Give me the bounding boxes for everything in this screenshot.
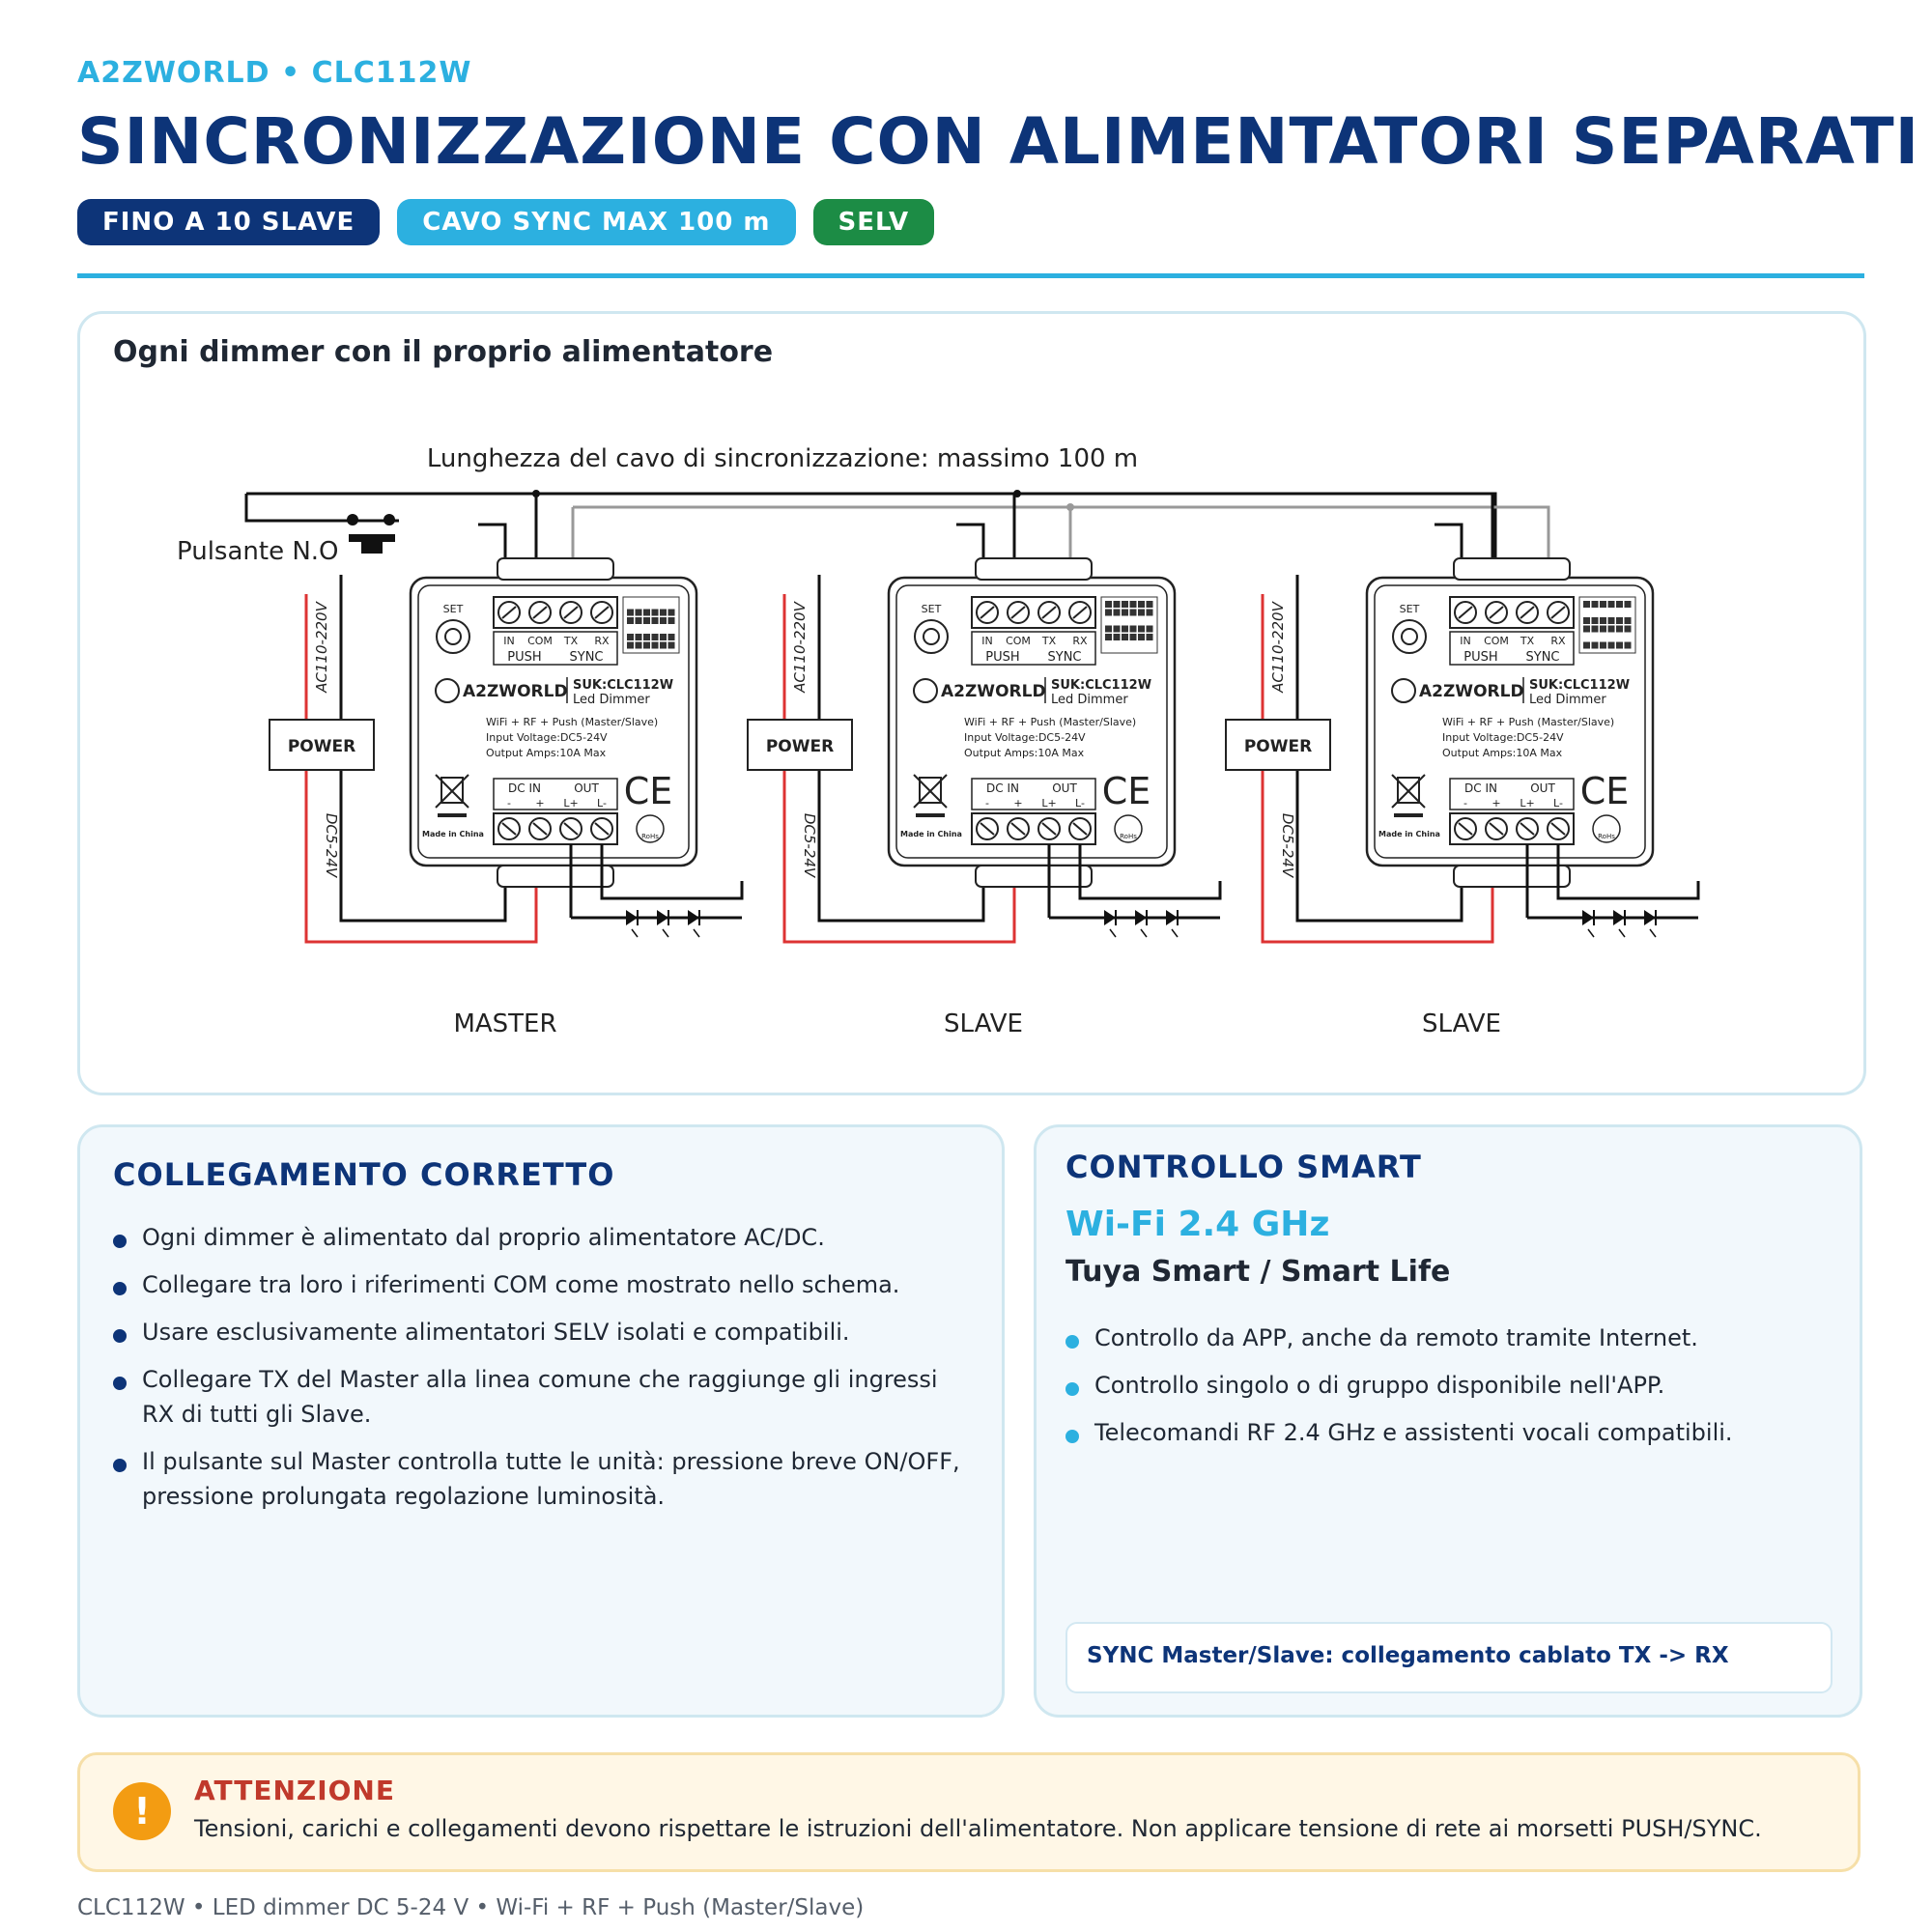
terminal-label-dcin: DC IN (508, 781, 541, 795)
terminal-label-lplus: L+ (563, 797, 579, 810)
device-spec-label: Input Voltage:DC5-24V (1442, 731, 1564, 744)
sync-cable-label: Lunghezza del cavo di sincronizzazione: massimo 100 m (426, 444, 1139, 473)
list-item: Collegare TX del Master alla linea comune che raggiunge gli ingressi RX di tutti gli Slave. (113, 1362, 963, 1432)
brand-logo-icon (914, 679, 937, 702)
terminal-label-lminus: L- (1075, 797, 1085, 810)
qr-code-cell (1592, 626, 1599, 633)
wifi-label: Wi-Fi 2.4 GHz (1065, 1205, 1330, 1244)
qr-code-cell (1625, 601, 1632, 608)
list-item: Collegare tra loro i riferimenti COM come mostrato nello schema. (113, 1267, 963, 1302)
terminal-label-out: OUT (574, 781, 599, 795)
terminal-label-plus: + (1492, 797, 1501, 810)
qr-code-cell (652, 610, 659, 616)
device-model-label: SUK:CLC112W (1051, 678, 1152, 693)
device-type-label: Led Dimmer (573, 693, 650, 707)
wiring-diagram-card (77, 311, 1866, 1095)
power-supply-label: POWER (1243, 737, 1313, 756)
smart-control-title: CONTROLLO SMART (1065, 1149, 1422, 1185)
terminal-label-lminus: L- (1553, 797, 1563, 810)
qr-code-cell (660, 610, 667, 616)
qr-code-cell (1600, 626, 1606, 633)
qr-code-cell (1625, 617, 1632, 624)
apps-label: Tuya Smart / Smart Life (1065, 1255, 1451, 1289)
ce-mark-icon: CE (1579, 770, 1630, 812)
qr-code-cell (1105, 601, 1112, 608)
device-model-label: SUK:CLC112W (1529, 678, 1631, 693)
power-supply-label: POWER (287, 737, 356, 756)
terminal-label-lplus: L+ (1520, 797, 1535, 810)
qr-code-cell (668, 610, 675, 616)
device-type-label: Led Dimmer (1051, 693, 1128, 707)
qr-code-cell (1130, 634, 1137, 640)
led-icon (1644, 910, 1656, 925)
terminal-label-dcin: DC IN (1464, 781, 1497, 795)
qr-code-cell (1625, 642, 1632, 649)
led-light-ray (1172, 929, 1178, 937)
ac-voltage-label: AC110-220V (313, 602, 330, 693)
led-light-ray (1619, 929, 1625, 937)
made-in-label: Made in China (900, 830, 962, 838)
qr-code-cell (668, 642, 675, 649)
led-icon (657, 910, 668, 925)
qr-code-cell (643, 642, 650, 649)
wiring-rules-panel (77, 1124, 1005, 1718)
led-icon (1582, 910, 1594, 925)
weee-bin-icon (438, 813, 467, 817)
tx-rx-bus-wire (573, 507, 1548, 565)
qr-code-cell (652, 642, 659, 649)
warning-icon: ! (113, 1782, 171, 1840)
qr-code-cell (668, 617, 675, 624)
brand-line: A2ZWORLD • CLC112W (77, 56, 472, 90)
led-light-ray (663, 929, 668, 937)
qr-code-cell (1122, 634, 1128, 640)
diagram-heading: Ogni dimmer con il proprio alimentatore (113, 335, 774, 369)
terminal-label-tx: TX (1041, 635, 1057, 647)
led-icon (1166, 910, 1178, 925)
qr-code-cell (1105, 626, 1112, 633)
set-button-icon (923, 629, 939, 644)
qr-code-cell (1122, 610, 1128, 616)
qr-code-cell (1130, 610, 1137, 616)
device-spec-label: Output Amps:10A Max (1442, 747, 1563, 759)
qr-code-cell (1114, 610, 1121, 616)
push-button-label: Pulsante N.O (177, 537, 339, 566)
list-item: Controllo da APP, anche da remoto tramite Internet. (1065, 1321, 1829, 1355)
qr-code-cell (1147, 601, 1153, 608)
qr-code-cell (1147, 634, 1153, 640)
ce-mark-icon: CE (623, 770, 673, 812)
qr-code-cell (1592, 642, 1599, 649)
qr-code-cell (1616, 601, 1623, 608)
qr-code-cell (1138, 601, 1145, 608)
qr-code-cell (1114, 601, 1121, 608)
wiring-rules-list (113, 1220, 963, 1526)
top-terminal-housing (497, 558, 613, 580)
qr-code-cell (1616, 617, 1623, 624)
qr-code-cell (1592, 617, 1599, 624)
unit-label: SLAVE (1422, 1009, 1501, 1038)
terminal-label-out: OUT (1052, 781, 1077, 795)
qr-code-cell (660, 617, 667, 624)
qr-code-cell (1122, 626, 1128, 633)
page-title: SINCRONIZZAZIONE CON ALIMENTATORI SEPARATI (77, 104, 1920, 179)
button-wire (246, 494, 399, 521)
terminal-label-com: COM (527, 635, 553, 647)
terminal-label-in: IN (1460, 635, 1471, 647)
bottom-terminal-housing (1454, 866, 1570, 887)
badge-row (77, 199, 934, 245)
terminal-label-dcin: DC IN (986, 781, 1019, 795)
rohs-label: RoHs (1120, 833, 1137, 840)
qr-code-cell (1130, 626, 1137, 633)
device-model-label: SUK:CLC112W (573, 678, 674, 693)
qr-code-cell (1138, 610, 1145, 616)
sync-note: SYNC Master/Slave: collegamento cablato TX -> RX (1065, 1622, 1833, 1693)
led-icon (626, 910, 638, 925)
ac-voltage-label: AC110-220V (1269, 602, 1287, 693)
weee-bin-icon (1394, 813, 1423, 817)
led-icon (1613, 910, 1625, 925)
device-brand-label: A2ZWORLD (941, 682, 1046, 701)
qr-code-cell (1583, 626, 1590, 633)
terminal-label-com: COM (1484, 635, 1509, 647)
terminal-label-sync: SYNC (569, 650, 604, 665)
qr-code-cell (636, 634, 642, 640)
qr-code-cell (660, 642, 667, 649)
top-terminal-housing (976, 558, 1092, 580)
led-light-ray (1650, 929, 1656, 937)
qr-code-cell (627, 610, 634, 616)
qr-code-cell (1600, 642, 1606, 649)
made-in-label: Made in China (422, 830, 484, 838)
led-light-ray (694, 929, 699, 937)
qr-code-cell (1592, 601, 1599, 608)
device-spec-label: Output Amps:10A Max (486, 747, 607, 759)
terminal-label-minus: - (1463, 797, 1467, 810)
ce-mark-icon: CE (1101, 770, 1151, 812)
header-divider (77, 273, 1864, 278)
qr-code-cell (1122, 601, 1128, 608)
list-item: Controllo singolo o di gruppo disponibile nell'APP. (1065, 1368, 1829, 1403)
set-button-icon (1402, 629, 1417, 644)
qr-code-cell (636, 642, 642, 649)
terminal-label-com: COM (1006, 635, 1031, 647)
led-light-ray (1588, 929, 1594, 937)
smart-features-list (1065, 1321, 1829, 1463)
device-spec-label: WiFi + RF + Push (Master/Slave) (964, 716, 1137, 728)
terminal-label-rx: RX (1550, 635, 1566, 647)
device-brand-label: A2ZWORLD (1419, 682, 1524, 701)
set-label: SET (442, 603, 464, 615)
terminal-label-lplus: L+ (1041, 797, 1057, 810)
warning-box (77, 1752, 1861, 1872)
brand-logo-icon (436, 679, 459, 702)
badge-sync-cable: CAVO SYNC MAX 100 m (397, 199, 795, 245)
terminal-label-in: IN (981, 635, 993, 647)
list-item: Usare esclusivamente alimentatori SELV isolati e compatibili. (113, 1315, 963, 1350)
led-light-ray (1141, 929, 1147, 937)
list-item: Ogni dimmer è alimentato dal proprio alimentatore AC/DC. (113, 1220, 963, 1255)
qr-code-cell (652, 617, 659, 624)
terminal-label-push: PUSH (985, 650, 1020, 665)
qr-code-cell (1114, 634, 1121, 640)
top-terminal-housing (1454, 558, 1570, 580)
smart-control-panel (1034, 1124, 1862, 1718)
qr-code-cell (1583, 617, 1590, 624)
dc-voltage-label: DC5-24V (801, 812, 818, 878)
terminal-label-push: PUSH (1463, 650, 1498, 665)
terminal-label-plus: + (1013, 797, 1023, 810)
led-icon (688, 910, 699, 925)
qr-code-cell (1608, 601, 1615, 608)
qr-code-cell (643, 634, 650, 640)
wiring-diagram (80, 314, 1863, 1093)
device-brand-label: A2ZWORLD (463, 682, 568, 701)
list-item: Telecomandi RF 2.4 GHz e assistenti vocali compatibili. (1065, 1415, 1829, 1450)
led-icon (1104, 910, 1116, 925)
badge-selv: SELV (813, 199, 935, 245)
qr-code-cell (1138, 634, 1145, 640)
terminal-label-tx: TX (1520, 635, 1535, 647)
set-button-icon (445, 629, 461, 644)
terminal-label-plus: + (535, 797, 545, 810)
qr-code-cell (627, 634, 634, 640)
qr-code-cell (627, 617, 634, 624)
terminal-label-push: PUSH (507, 650, 542, 665)
wiring-rules-title: COLLEGAMENTO CORRETTO (113, 1156, 615, 1193)
terminal-label-minus: - (507, 797, 511, 810)
bottom-terminal-housing (497, 866, 613, 887)
weee-bin-icon (916, 813, 945, 817)
qr-code-cell (636, 617, 642, 624)
led-light-ray (1110, 929, 1116, 937)
led-icon (1135, 910, 1147, 925)
power-supply-label: POWER (765, 737, 835, 756)
com-bus-wire (246, 494, 1495, 565)
button-contact (384, 514, 395, 526)
terminal-label-in: IN (503, 635, 515, 647)
set-label: SET (1399, 603, 1420, 615)
warning-text: Tensioni, carichi e collegamenti devono rispettare le istruzioni dell'alimentatore. Non applicare tensione di rete ai morsetti PUSH/SYNC. (194, 1815, 1762, 1842)
terminal-label-tx: TX (563, 635, 579, 647)
qr-code-cell (1583, 642, 1590, 649)
qr-code-cell (652, 634, 659, 640)
push-button-icon (361, 542, 383, 554)
terminal-label-lminus: L- (597, 797, 607, 810)
terminal-label-rx: RX (1072, 635, 1088, 647)
dc-voltage-label: DC5-24V (323, 812, 340, 878)
terminal-label-out: OUT (1530, 781, 1555, 795)
qr-code-cell (1105, 610, 1112, 616)
rohs-label: RoHs (641, 833, 659, 840)
device-spec-label: WiFi + RF + Push (Master/Slave) (1442, 716, 1615, 728)
terminal-label-sync: SYNC (1525, 650, 1560, 665)
qr-code-cell (1114, 626, 1121, 633)
unit-label: MASTER (453, 1009, 557, 1038)
qr-code-cell (1608, 617, 1615, 624)
push-button-icon (349, 534, 395, 542)
qr-code-cell (1608, 626, 1615, 633)
button-contact (347, 514, 358, 526)
device-type-label: Led Dimmer (1529, 693, 1606, 707)
qr-code-cell (668, 634, 675, 640)
bottom-terminal-housing (976, 866, 1092, 887)
list-item: Il pulsante sul Master controlla tutte le unità: pressione breve ON/OFF, pressione prolungata regolazione luminosità. (113, 1444, 963, 1514)
device-spec-label: Input Voltage:DC5-24V (964, 731, 1086, 744)
brand-logo-icon (1392, 679, 1415, 702)
qr-code-cell (1583, 601, 1590, 608)
ac-voltage-label: AC110-220V (791, 602, 809, 693)
device-spec-label: Input Voltage:DC5-24V (486, 731, 608, 744)
dc-voltage-label: DC5-24V (1279, 812, 1296, 878)
qr-code-cell (1625, 626, 1632, 633)
qr-code-cell (636, 610, 642, 616)
qr-code-cell (627, 642, 634, 649)
qr-code-cell (643, 610, 650, 616)
qr-code-cell (660, 634, 667, 640)
device-spec-label: Output Amps:10A Max (964, 747, 1085, 759)
qr-code-cell (1600, 617, 1606, 624)
qr-code-cell (1616, 642, 1623, 649)
qr-code-cell (1130, 601, 1137, 608)
qr-code-cell (1616, 626, 1623, 633)
qr-code-cell (1105, 634, 1112, 640)
made-in-label: Made in China (1378, 830, 1440, 838)
rohs-label: RoHs (1598, 833, 1615, 840)
device-spec-label: WiFi + RF + Push (Master/Slave) (486, 716, 659, 728)
terminal-label-sync: SYNC (1047, 650, 1082, 665)
unit-label: SLAVE (944, 1009, 1023, 1038)
footer-note: CLC112W • LED dimmer DC 5-24 V • Wi-Fi + RF + Push (Master/Slave) (77, 1895, 865, 1920)
badge-slaves: FINO A 10 SLAVE (77, 199, 380, 245)
qr-code-cell (1147, 626, 1153, 633)
qr-code-cell (643, 617, 650, 624)
qr-code-cell (1138, 626, 1145, 633)
qr-code-cell (1608, 642, 1615, 649)
set-label: SET (921, 603, 942, 615)
terminal-label-minus: - (985, 797, 989, 810)
qr-code-cell (1147, 610, 1153, 616)
terminal-label-rx: RX (594, 635, 610, 647)
led-light-ray (632, 929, 638, 937)
warning-title: ATTENZIONE (194, 1775, 395, 1806)
qr-code-cell (1600, 601, 1606, 608)
